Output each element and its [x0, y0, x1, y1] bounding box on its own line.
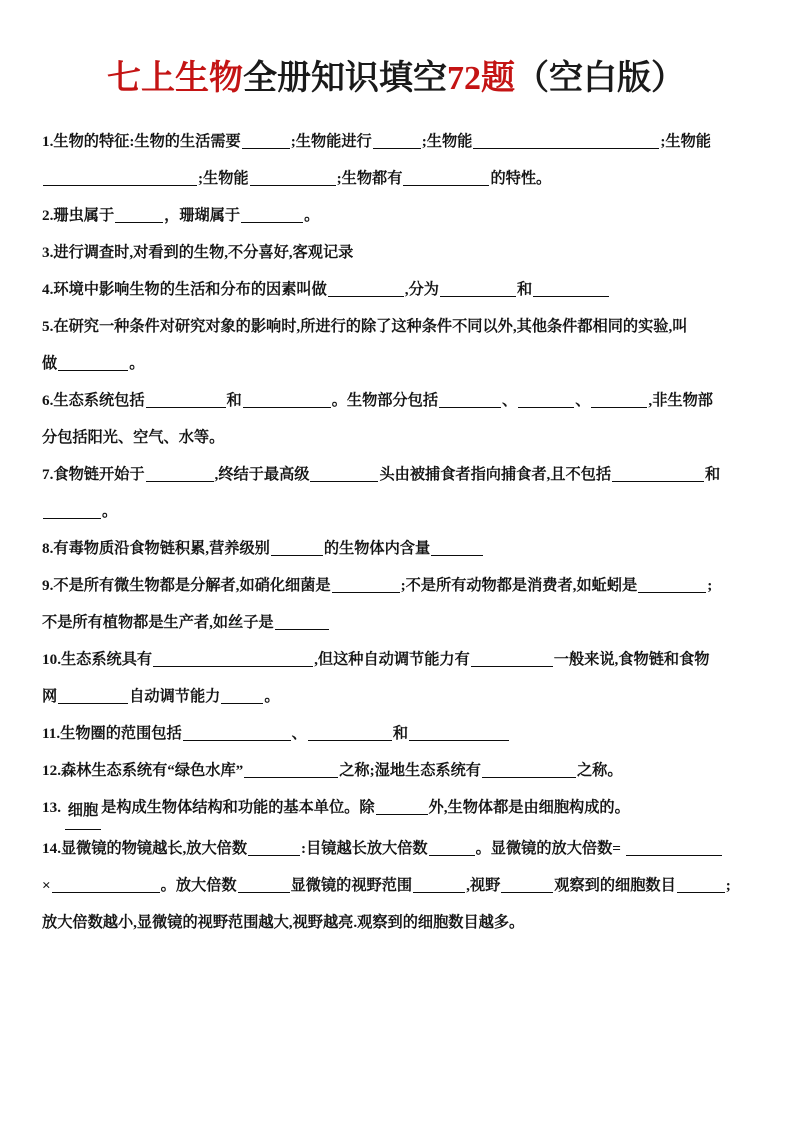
page-title	[0, 57, 792, 101]
answer-blank[interactable]	[328, 281, 404, 297]
answer-blank[interactable]	[58, 688, 128, 704]
answer-blank[interactable]	[310, 466, 378, 482]
answer-blank[interactable]	[429, 840, 475, 856]
question-q7-cont	[42, 493, 754, 530]
question-q1	[42, 123, 754, 160]
question-text: 和	[226, 392, 242, 409]
answer-blank[interactable]	[248, 840, 300, 856]
question-text: ,分为	[404, 281, 439, 298]
question-q2	[42, 197, 754, 234]
answer-blank[interactable]	[271, 540, 323, 556]
question-q10	[42, 641, 754, 678]
question-text: 、	[502, 392, 518, 409]
question-text: 1.生物的特征:生物的生活需要	[42, 133, 241, 150]
question-text: 5.在研究一种条件对研究对象的影响时,所进行的除了这种条件不同以外,其他条件都相同的实验,叫	[42, 318, 688, 335]
question-text: 3.进行调查时,对看到的生物,不分喜好,客观记录	[42, 244, 354, 261]
question-text: 8.有毒物质沿食物链积累,营养级别	[42, 540, 270, 557]
question-text: 之称。	[576, 762, 623, 779]
question-q4	[42, 271, 754, 308]
answer-blank[interactable]	[518, 392, 574, 408]
answer-blank[interactable]	[183, 725, 291, 741]
answer-blank[interactable]	[242, 133, 290, 149]
title-part-4: （空白版）	[515, 60, 685, 97]
answer-blank[interactable]	[275, 614, 329, 630]
answer-blank[interactable]	[243, 392, 331, 408]
question-q12	[42, 752, 754, 789]
question-text: 和	[392, 725, 409, 742]
question-text: 自动调节能力	[129, 688, 221, 705]
answer-blank[interactable]	[332, 577, 400, 593]
title-part-1: 七上生物	[107, 60, 243, 97]
answer-blank[interactable]	[638, 577, 706, 593]
answer-blank[interactable]	[482, 762, 576, 778]
answer-blank[interactable]	[677, 877, 725, 893]
question-q1-cont	[42, 160, 754, 197]
question-text: 。	[264, 688, 280, 705]
question-q14	[42, 830, 754, 867]
question-q9-cont	[42, 604, 754, 641]
question-text: 做	[42, 355, 58, 372]
answer-blank[interactable]	[308, 725, 392, 741]
question-text: 9.不是所有微生物都是分解者,如硝化细菌是	[42, 577, 331, 594]
question-q9	[42, 567, 754, 604]
question-text: 。生物部分包括	[331, 392, 439, 409]
answer-blank[interactable]	[612, 466, 704, 482]
question-text: 之称;湿地生态系统有	[339, 762, 481, 779]
question-q7	[42, 456, 754, 493]
question-text: 外,生物体都是由细胞构成的。	[428, 799, 630, 816]
question-q14-cont	[42, 867, 754, 904]
question-text: ，珊瑚属于	[164, 207, 241, 224]
answer-blank[interactable]	[221, 688, 263, 704]
answer-blank[interactable]	[146, 466, 214, 482]
answer-blank[interactable]	[52, 877, 160, 893]
question-text: 是构成生物体结构和功能的基本单位。除	[101, 799, 375, 816]
question-text: ;生物能进行	[290, 133, 372, 150]
question-text: 一般来说,食物链和食物	[553, 651, 710, 668]
answer-blank[interactable]	[146, 392, 226, 408]
answer-blank[interactable]	[43, 170, 197, 186]
question-q11	[42, 715, 754, 752]
question-text: ,但这种自动调节能力有	[314, 651, 470, 668]
question-text: 。	[129, 355, 145, 372]
question-text: 和	[516, 281, 533, 298]
question-q13	[42, 789, 754, 830]
filled-answer[interactable]: 细胞	[65, 792, 101, 830]
question-text: :目镜越长放大倍数	[301, 840, 428, 857]
question-text: 。放大倍数	[160, 877, 237, 894]
question-text: ×	[42, 877, 51, 894]
question-q14-cont	[42, 904, 754, 941]
question-q3	[42, 234, 754, 271]
question-text: 放大倍数越小,显微镜的视野范围越大,视野越亮.观察到的细胞数目越多。	[42, 914, 525, 931]
answer-blank[interactable]	[373, 133, 421, 149]
question-text: 网	[42, 688, 58, 705]
answer-blank[interactable]	[501, 877, 553, 893]
answer-blank[interactable]	[403, 170, 489, 186]
question-q6-cont	[42, 419, 754, 456]
answer-blank[interactable]	[250, 170, 336, 186]
title-part-2: 全册知识填空	[243, 60, 447, 97]
question-text: ;	[707, 577, 713, 594]
question-text: 。	[102, 503, 118, 520]
question-text: ,非生物部	[648, 392, 713, 409]
question-text: 。	[304, 207, 320, 224]
question-text: ,视野	[466, 877, 501, 894]
question-q6	[42, 382, 754, 419]
question-text: 、	[291, 725, 307, 742]
answer-blank[interactable]	[626, 840, 722, 856]
question-text: 14.显微镜的物镜越长,放大倍数	[42, 840, 248, 857]
question-text: 4.环境中影响生物的生活和分布的因素叫做	[42, 281, 327, 298]
answer-blank[interactable]	[376, 799, 428, 815]
question-text: 观察到的细胞数目	[554, 877, 676, 894]
question-text: ,终结于最高级	[214, 466, 310, 483]
question-text: ;	[725, 877, 731, 894]
answer-blank[interactable]	[473, 133, 659, 149]
questions-list	[42, 123, 754, 941]
question-text: 和	[705, 466, 721, 483]
question-text: 11.生物圈的范围包括	[42, 725, 182, 742]
answer-blank[interactable]	[153, 651, 313, 667]
question-text: 。显微镜的放大倍数=	[475, 840, 625, 857]
question-text: 12.森林生态系统有“绿色水库”	[42, 762, 244, 779]
question-text: 头由被捕食者指向捕食者,且不包括	[379, 466, 612, 483]
answer-blank[interactable]	[409, 725, 509, 741]
question-text: 不是所有植物都是生产者,如丝子是	[42, 614, 274, 631]
answer-blank[interactable]	[43, 503, 101, 519]
question-text: 7.食物链开始于	[42, 466, 145, 483]
question-q5	[42, 308, 754, 345]
answer-blank[interactable]	[238, 877, 290, 893]
question-text: 10.生态系统具有	[42, 651, 153, 668]
question-q8	[42, 530, 754, 567]
title-part-3: 72题	[447, 60, 515, 97]
answer-blank[interactable]	[533, 281, 609, 297]
question-text: ;生物能	[660, 133, 711, 150]
question-text: 显微镜的视野范围	[290, 877, 413, 894]
question-text: ;生物都有	[336, 170, 403, 187]
answer-blank[interactable]	[115, 207, 163, 223]
question-text: 的特性。	[490, 170, 552, 187]
question-text: 的生物体内含量	[323, 540, 431, 557]
question-text: 6.生态系统包括	[42, 392, 145, 409]
answer-blank[interactable]	[591, 392, 647, 408]
question-q10-cont	[42, 678, 754, 715]
question-text: 、	[575, 392, 591, 409]
answer-blank[interactable]	[241, 207, 303, 223]
question-text: ;不是所有动物都是消费者,如蚯蚓是	[400, 577, 638, 594]
question-text: ;生物能	[198, 170, 249, 187]
answer-blank[interactable]	[58, 355, 128, 371]
answer-blank[interactable]	[439, 392, 501, 408]
question-text: 分包括阳光、空气、水等。	[42, 429, 225, 446]
question-text: ;生物能	[421, 133, 473, 150]
question-text: 2.珊虫属于	[42, 207, 115, 224]
answer-blank[interactable]	[244, 762, 338, 778]
answer-blank[interactable]	[471, 651, 553, 667]
answer-blank[interactable]	[440, 281, 516, 297]
answer-blank[interactable]	[431, 540, 483, 556]
answer-blank[interactable]	[413, 877, 465, 893]
question-text: 13.	[42, 799, 65, 816]
question-q5-cont	[42, 345, 754, 382]
